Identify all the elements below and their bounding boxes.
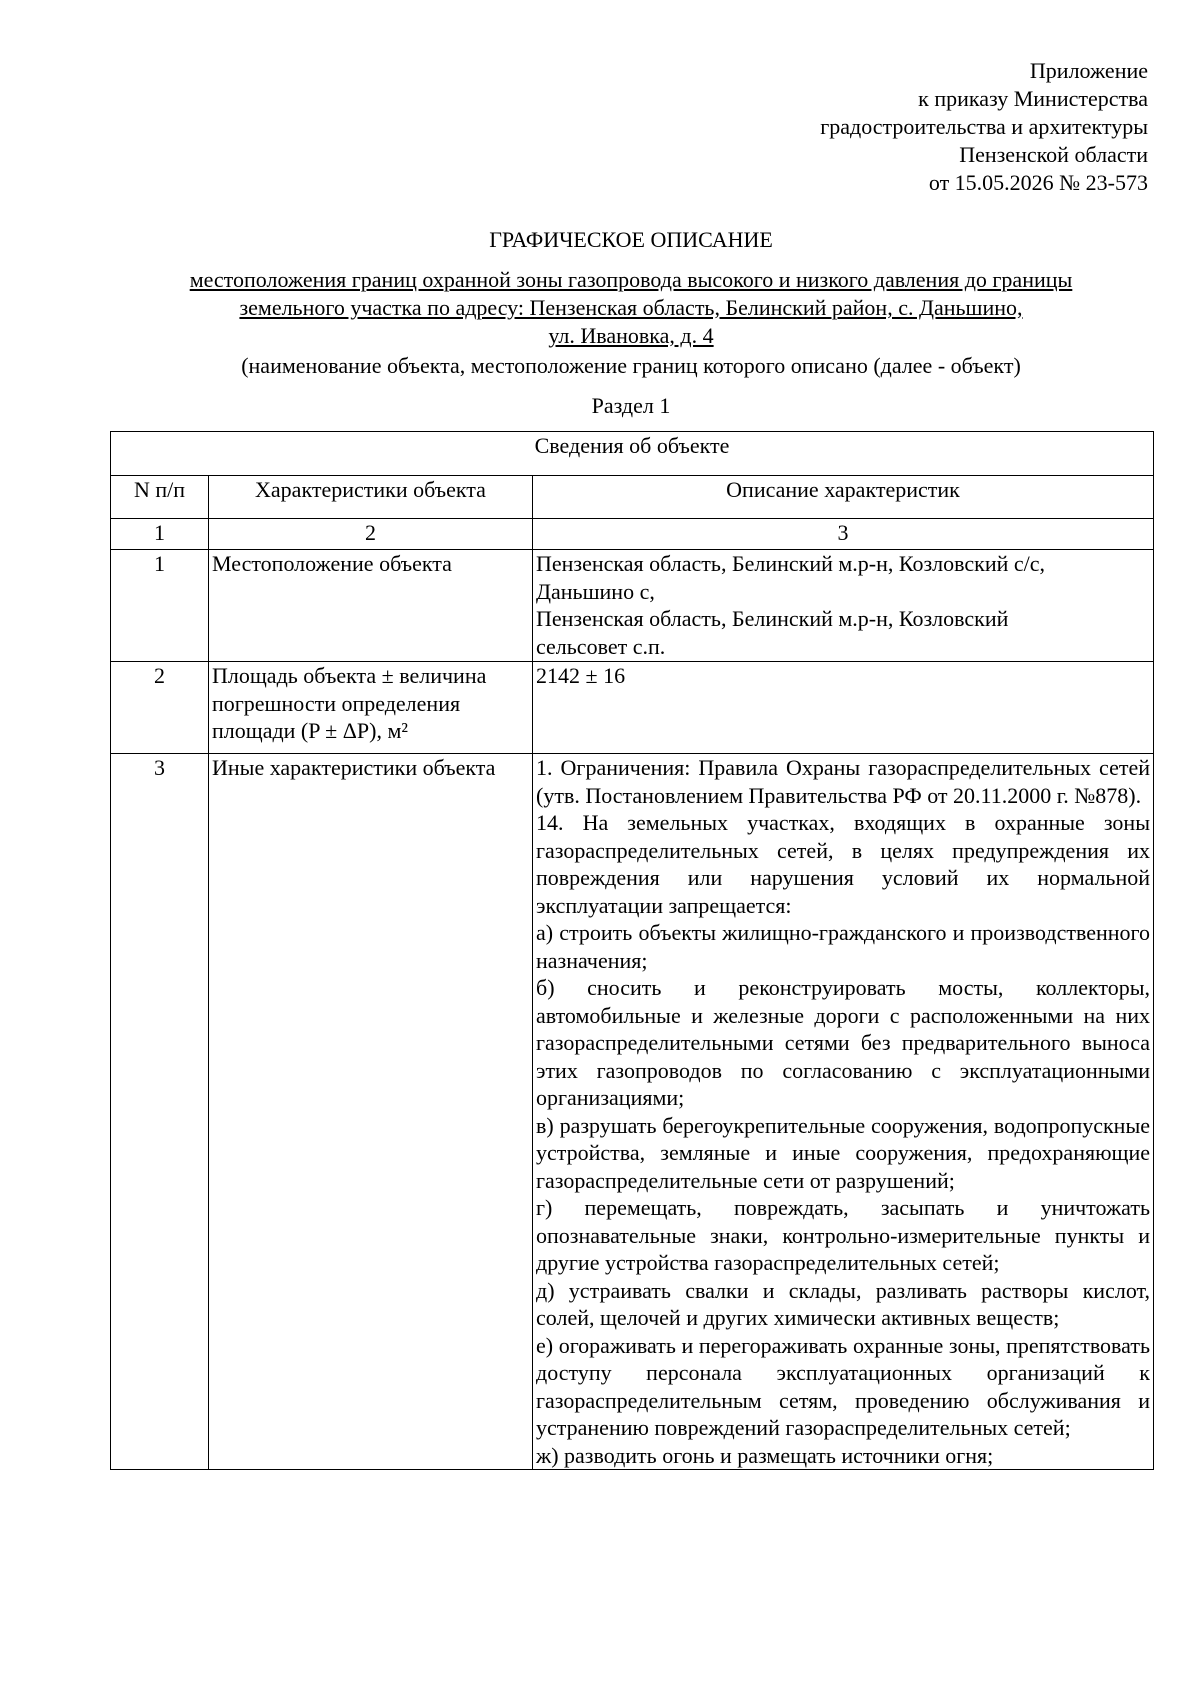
description-line: сельсовет с.п. bbox=[536, 633, 666, 659]
column-header: N п/п bbox=[111, 476, 209, 519]
row-characteristic: Иные характеристики объекта bbox=[209, 754, 533, 1470]
description-line: Пензенская область, Белинский м.р-н, Козловский bbox=[536, 606, 1009, 631]
description-paragraph: д) устраивать свалки и склады, разливать растворы кислот, солей, щелочей и других химически активных веществ; bbox=[536, 1277, 1150, 1330]
object-name-line: ул. Ивановка, д. 4 bbox=[548, 323, 714, 348]
object-name-line: местоположения границ охранной зоны газопровода высокого и низкого давления до границы bbox=[189, 267, 1073, 292]
description-paragraph: а) строить объекты жилищно-гражданского и производственного назначения; bbox=[536, 920, 1150, 973]
row-number: 2 bbox=[111, 662, 209, 754]
table-caption: Сведения об объекте bbox=[111, 432, 1154, 476]
row-characteristic: Площадь объекта ± величина погрешности определения площади (P ± ΔP), м² bbox=[209, 662, 533, 754]
object-name bbox=[0, 266, 1200, 350]
table-row bbox=[111, 550, 1154, 662]
description-paragraph: ж) разводить огонь и размещать источники огня; bbox=[536, 1442, 994, 1468]
description-paragraph: в) разрушать берегоукрепительные сооружения, водопропускные устройства, земляные и иные сооружения, предохраняющие газораспределительные сети от разрушений; bbox=[536, 1112, 1150, 1193]
appendix-line: к приказу Министерства bbox=[918, 86, 1148, 111]
table-row bbox=[111, 662, 1154, 754]
object-caption: (наименование объекта, местоположение границ которого описано (далее - объект) bbox=[241, 353, 1021, 378]
column-header: Описание характеристик bbox=[533, 476, 1154, 519]
appendix-line: от 15.05.2026 № 23-573 bbox=[928, 170, 1148, 195]
description-line: 2142 ± 16 bbox=[536, 663, 626, 688]
description-line: Даньшино с, bbox=[536, 578, 655, 604]
column-number: 1 bbox=[111, 519, 209, 550]
row-characteristic: Местоположение объекта bbox=[209, 550, 533, 662]
table-row bbox=[111, 754, 1154, 1470]
object-name-line: земельного участка по адресу: Пензенская область, Белинский район, с. Даньшино, bbox=[239, 295, 1023, 320]
table-caption-row bbox=[111, 432, 1154, 476]
description-paragraph: 14. На земельных участках, входящих в охранные зоны газораспределительных сетей, в целях предупреждения их повреждения или нарушения условий их нормальной эксплуатации запрещается: bbox=[536, 810, 1150, 918]
column-number: 2 bbox=[209, 519, 533, 550]
column-number: 3 bbox=[533, 519, 1154, 550]
appendix-block bbox=[820, 57, 1148, 197]
column-number-row bbox=[111, 519, 1154, 550]
row-description bbox=[533, 550, 1154, 662]
appendix-line: Приложение bbox=[1029, 58, 1148, 83]
description-paragraph: 1. Ограничения: Правила Охраны газораспределительных сетей (утв. Постановлением Правительства РФ от 20.11.2000 г. №878). bbox=[536, 755, 1150, 808]
appendix-line: Пензенской области bbox=[959, 142, 1148, 167]
object-info-table bbox=[110, 431, 1154, 1470]
description-line: Пензенская область, Белинский м.р-н, Козловский с/с, bbox=[536, 551, 1046, 576]
document-title: ГРАФИЧЕСКОЕ ОПИСАНИЕ bbox=[489, 227, 773, 252]
row-number: 1 bbox=[111, 550, 209, 662]
section-title: Раздел 1 bbox=[591, 393, 671, 418]
description-paragraph: б) сносить и реконструировать мосты, коллекторы, автомобильные и железные дороги с расположенными на них газораспределительными сетями без предварительного выноса этих газопроводов по согласованию с эксплуатационными организациями; bbox=[536, 975, 1150, 1110]
description-paragraph: г) перемещать, повреждать, засыпать и уничтожать опознавательные знаки, контрольно-измерительные пункты и другие устройства газораспределительных сетей; bbox=[536, 1195, 1150, 1275]
table-header-row bbox=[111, 476, 1154, 519]
description-paragraph: е) огораживать и перегораживать охранные зоны, препятствовать доступу персонала эксплуатационных организаций к газораспределительным сетям, проведению обслуживания и устранению повреждений газораспределительных сетей; bbox=[536, 1332, 1150, 1440]
row-description bbox=[533, 754, 1154, 1470]
row-description bbox=[533, 662, 1154, 754]
column-header: Характеристики объекта bbox=[209, 476, 533, 519]
appendix-line: градостроительства и архитектуры bbox=[820, 114, 1148, 139]
row-number: 3 bbox=[111, 754, 209, 1470]
